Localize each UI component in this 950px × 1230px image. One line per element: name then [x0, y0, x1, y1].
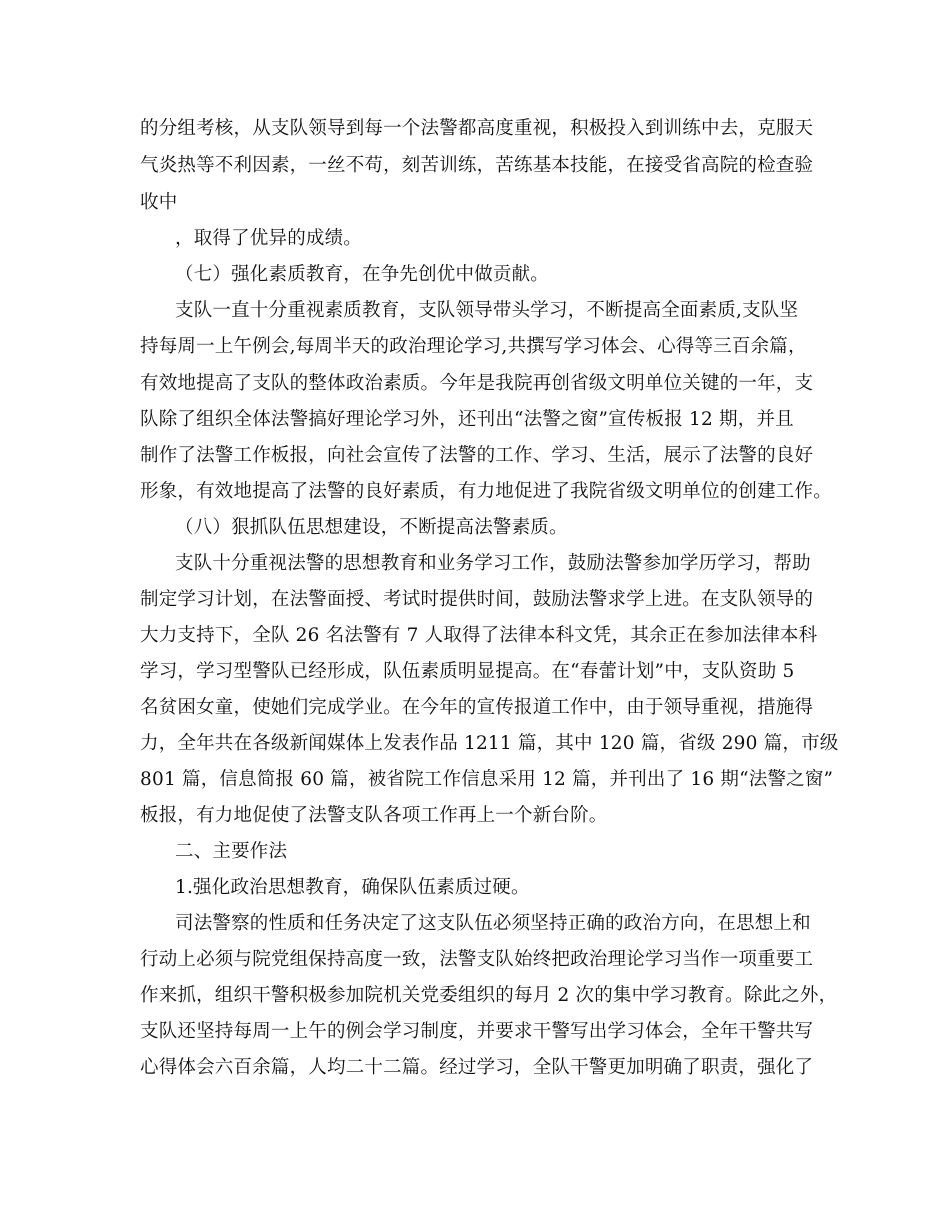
text-line: 气炎热等不利因素，一丝不苟，刻苦训练，苦练基本技能，在接受省高院的检查验 — [140, 155, 814, 176]
section-heading: （七）强化素质教育，在争先创优中做贡献。 — [175, 264, 550, 285]
text-line: 力，全年共在各级新闻媒体上发表作品 1211 篇，其中 120 篇，省级 290 篇，市级 — [140, 733, 839, 754]
section-heading: 二、主要作法 — [175, 841, 288, 862]
text-line: ，取得了优异的成绩。 — [175, 228, 363, 249]
text-line: 制作了法警工作板报，向社会宣传了法警的工作、学习、生活，展示了法警的良好 — [140, 445, 814, 466]
text-line: 持每周一上午例会,每周半天的政治理论学习,共撰写学习体会、心得等三百余篇， — [140, 336, 807, 357]
text-line: 收中 — [140, 192, 178, 213]
paragraph-first-line: 支队一直十分重视素质教育，支队领导带头学习，不断提高全面素质,支队坚 — [175, 300, 799, 321]
paragraph-first-line: 司法警察的性质和任务决定了这支队伍必须坚持正确的政治方向，在思想上和 — [175, 913, 811, 934]
section-heading: （八）狠抓队伍思想建设，不断提高法警素质。 — [175, 517, 568, 538]
text-line: 支队还坚持每周一上午的例会学习制度，并要求干警写出学习体会，全年干警共写 — [140, 1021, 814, 1042]
text-line: 学习，学习型警队已经形成，队伍素质明显提高。在“春蕾计划”中，支队资助 5 — [140, 661, 795, 682]
text-line: 形象，有效地提高了法警的良好素质，有力地促进了我院省级文明单位的创建工作。 — [140, 481, 832, 502]
text-line: 的分组考核，从支队领导到每一个法警都高度重视，积极投入到训练中去，克服天 — [140, 118, 814, 139]
text-line: 制定学习计划，在法警面授、考试时提供时间，鼓励法警求学上进。在支队领导的 — [140, 589, 814, 610]
text-line: 大力支持下，全队 26 名法警有 7 人取得了法律本科文凭，其余正在参加法律本科 — [140, 625, 818, 646]
text-line: 心得体会六百余篇，人均二十二篇。经过学习，全队干警更加明确了职责，强化了 — [140, 1057, 814, 1078]
text-line: 801 篇，信息简报 60 篇，被省院工作信息采用 12 篇，并刊出了 16 期“法警之窗” — [140, 769, 834, 790]
text-line: 作来抓，组织干警积极参加院机关党委组织的每月 2 次的集中学习教育。除此之外， — [140, 985, 838, 1006]
paragraph-first-line: 支队十分重视法警的思想教育和业务学习工作，鼓励法警参加学历学习，帮助 — [175, 553, 811, 574]
subsection-heading: 1.强化政治思想教育，确保队伍素质过硬。 — [175, 877, 530, 898]
text-line: 有效地提高了支队的整体政治素质。今年是我院再创省级文明单位关键的一年，支 — [140, 373, 814, 394]
text-line: 板报，有力地促使了法警支队各项工作再上一个新台阶。 — [140, 805, 608, 826]
text-line: 行动上必须与院党组保持高度一致，法警支队始终把政治理论学习当作一项重要工 — [140, 949, 814, 970]
text-line: 队除了组织全体法警搞好理论学习外，还刊出“法警之窗”宣传板报 12 期，并且 — [140, 409, 794, 430]
text-line: 名贫困女童，使她们完成学业。在今年的宣传报道工作中，由于领导重视，措施得 — [140, 697, 814, 718]
